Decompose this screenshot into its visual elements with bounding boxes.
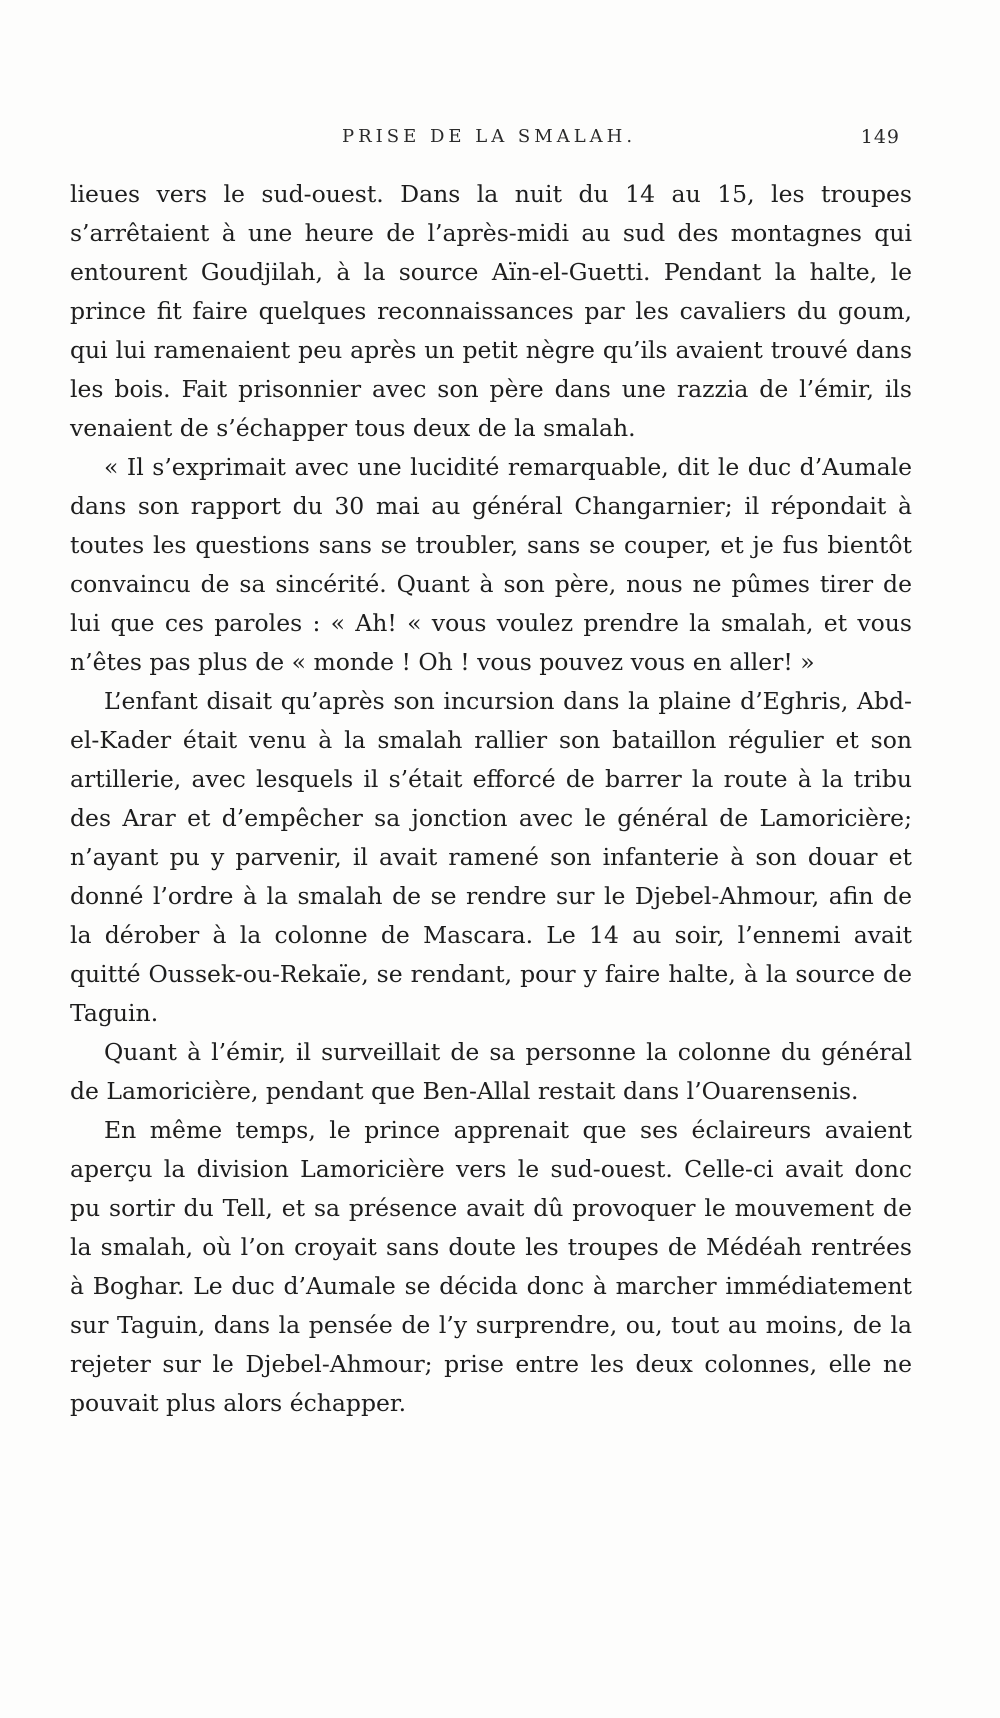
paragraph-3: L’enfant disait qu’après son incursion dans la plaine d’Eghris, Abd-el-Kader était venu à la smalah rallier son bataillon régulier et son artillerie, avec lesquels il s’était efforcé de barrer la route à la tribu des Arar et d’empêcher sa jonction avec le général de Lamoricière; n’ayant pu y parvenir, il avait ramené son infanterie à son douar et donné l’ordre à la smalah de se rendre sur le Djebel-Ahmour, afin de la dérober à la colonne de Mascara. Le 14 au soir, l’ennemi avait quitté Oussek-ou-Rekaïe, se rendant, pour y faire halte, à la source de Taguin. [70, 687, 912, 1027]
paragraph-1: lieues vers le sud-ouest. Dans la nuit du 14 au 15, les troupes s’arrêtaient à une heure de l’après-midi au sud des montagnes qui entourent Goudjilah, à la source Aïn-el-Guetti. Pendant la halte, le prince fit faire quelques reconnaissances par les cavaliers du goum, qui lui ramenaient peu après un petit nègre qu’ils avaient trouvé dans les bois. Fait prisonnier avec son père dans une razzia de l’émir, ils venaient de s’échapper tous deux de la smalah. [70, 180, 912, 442]
paragraph-2: « Il s’exprimait avec une lucidité remarquable, dit le duc d’Aumale dans son rapport du 30 mai au général Changarnier; il répondait à toutes les questions sans se troubler, sans se couper, et je fus bientôt convaincu de sa sincérité. Quant à son père, nous ne pûmes tirer de lui que ces paroles : « Ah! « vous voulez prendre la smalah, et vous n’êtes pas plus de « monde ! Oh ! vous pouvez vous en aller! » [70, 453, 912, 676]
paragraph-5: En même temps, le prince apprenait que ses éclaireurs avaient aperçu la division Lamoricière vers le sud-ouest. Celle-ci avait donc pu sortir du Tell, et sa présence avait dû provoquer le mouvement de la smalah, où l’on croyait sans doute les troupes de Médéah rentrées à Boghar. Le duc d’Aumale se décida donc à marcher immédiatement sur Taguin, dans la pensée de l’y surprendre, ou, tout au moins, de la rejeter sur le Djebel-Ahmour; prise entre les deux colonnes, elle ne pouvait plus alors échapper. [70, 1116, 912, 1417]
paragraph-4: Quant à l’émir, il surveillait de sa personne la colonne du général de Lamoricière, pendant que Ben-Allal restait dans l’Ouarensenis. [70, 1038, 912, 1105]
page-number: 149 [860, 126, 900, 148]
body-text [70, 175, 912, 1423]
running-title: PRISE DE LA SMALAH. [342, 126, 637, 147]
running-head [70, 126, 900, 156]
